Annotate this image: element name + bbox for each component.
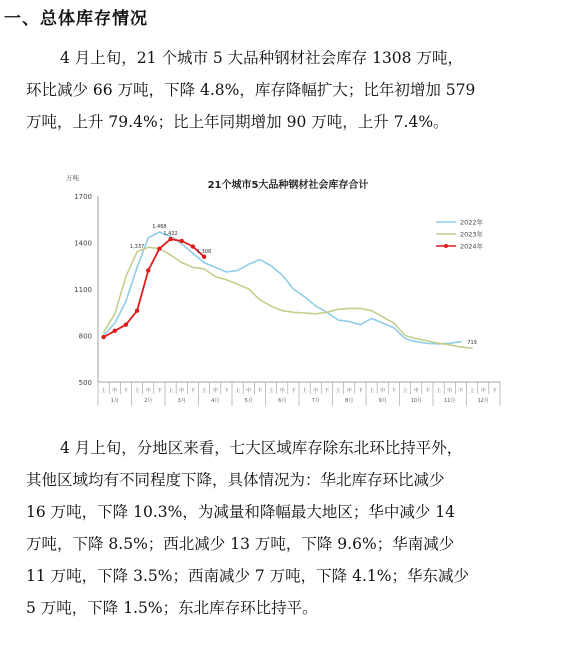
paragraph-line: 4 月上旬，分地区来看，七大区域库存除东北环比持平外， [60, 439, 463, 457]
legend-label: 2023年 [460, 230, 484, 239]
series-line [104, 247, 473, 348]
x-month-label: 5月 [244, 398, 253, 404]
series-point [168, 237, 172, 241]
x-tick-label: 下 [257, 388, 263, 394]
legend-label: 2024年 [460, 242, 484, 251]
x-tick-label: 上 [469, 388, 475, 394]
x-tick-label: 中 [313, 388, 319, 394]
paragraph-line: 其他区域均有不同程度下降，具体情况为：华北库存环比减少 [26, 471, 445, 489]
x-month-label: 12月 [477, 398, 489, 404]
x-tick-label: 中 [279, 388, 285, 394]
x-tick-label: 下 [491, 388, 497, 394]
x-tick-label: 下 [424, 388, 430, 394]
x-tick-label: 上 [335, 388, 341, 394]
series-point [191, 244, 195, 248]
y-tick-label: 1700 [74, 193, 92, 201]
series-point [146, 268, 150, 272]
chart-svg [58, 168, 518, 413]
y-tick-label: 500 [78, 379, 92, 387]
chart-legend [436, 218, 484, 251]
chart-axes [74, 193, 500, 406]
x-tick-label: 上 [134, 388, 140, 394]
x-tick-label: 下 [324, 388, 330, 394]
x-tick-label: 下 [123, 388, 129, 394]
series-line [104, 239, 205, 337]
x-tick-label: 中 [346, 388, 352, 394]
x-tick-label: 中 [480, 388, 486, 394]
data-label: 1,468 [152, 223, 167, 230]
x-tick-label: 下 [458, 388, 464, 394]
x-tick-label: 上 [201, 388, 207, 394]
x-month-label: 11月 [444, 398, 456, 404]
legend-marker [444, 244, 448, 248]
x-tick-label: 下 [223, 388, 229, 394]
x-tick-label: 中 [212, 388, 218, 394]
paragraph-line: 万吨，下降 8.5%；西北减少 13 万吨，下降 9.6%；华南减少 [26, 535, 455, 553]
paragraph-inventory-summary [26, 42, 556, 138]
x-tick-label: 上 [268, 388, 274, 394]
inventory-line-chart [58, 168, 518, 413]
series-point [157, 247, 161, 251]
series-point [202, 255, 206, 259]
x-tick-label: 中 [380, 388, 386, 394]
x-month-label: 8月 [345, 398, 354, 404]
y-axis-unit-label: 万吨 [66, 174, 79, 182]
x-tick-label: 上 [302, 388, 308, 394]
y-tick-label: 1100 [74, 286, 92, 294]
paragraph-line: 16 万吨，下降 10.3%，为减量和降幅最大地区；华中减少 14 [26, 503, 455, 521]
x-tick-label: 下 [156, 388, 162, 394]
x-tick-label: 中 [179, 388, 185, 394]
y-tick-label: 800 [78, 332, 92, 341]
x-month-label: 7月 [311, 398, 320, 404]
paragraph-line: 4 月上旬，21 个城市 5 大品种钢材社会库存 1308 万吨， [60, 49, 463, 67]
x-tick-label: 下 [357, 388, 363, 394]
x-tick-label: 上 [436, 388, 442, 394]
data-label: 1,308 [196, 248, 212, 255]
x-tick-label: 上 [369, 388, 375, 394]
series-point [135, 309, 139, 313]
x-tick-label: 下 [290, 388, 296, 394]
y-tick-label: 1400 [74, 239, 92, 248]
x-month-label: 2月 [144, 398, 153, 404]
legend-label: 2022年 [460, 218, 484, 227]
x-month-label: 3月 [177, 398, 186, 404]
x-month-label: 9月 [378, 398, 387, 404]
x-tick-label: 中 [413, 388, 419, 394]
x-tick-label: 中 [145, 388, 151, 394]
paragraph-line: 环比减少 66 万吨，下降 4.8%，库存降幅扩大；比年初增加 579 [26, 81, 476, 99]
x-month-label: 4月 [211, 398, 220, 404]
x-month-label: 10月 [410, 398, 422, 404]
series-point [180, 239, 184, 243]
series-point [124, 322, 128, 326]
x-tick-label: 下 [391, 388, 397, 394]
x-tick-label: 中 [246, 388, 252, 394]
data-label: 1,337 [129, 243, 145, 250]
x-tick-label: 上 [235, 388, 241, 394]
x-tick-label: 上 [101, 388, 107, 394]
series-point [113, 329, 117, 333]
x-month-label: 1月 [110, 398, 119, 404]
x-tick-label: 上 [168, 388, 174, 394]
x-tick-label: 上 [402, 388, 408, 394]
chart-title: 21个城市5大品种钢材社会库存合计 [207, 180, 369, 191]
paragraph-line: 11 万吨，下降 3.5%；西南减少 7 万吨，下降 4.1%；华东减少 [26, 567, 469, 585]
paragraph-regional-breakdown [26, 432, 556, 624]
x-tick-label: 下 [190, 388, 196, 394]
x-tick-label: 中 [447, 388, 453, 394]
x-month-label: 6月 [278, 398, 287, 404]
chart-series [101, 232, 472, 348]
data-label: 719 [467, 340, 477, 347]
x-tick-label: 中 [112, 388, 118, 394]
section-heading: 一、总体库存情况 [4, 9, 148, 29]
paragraph-line: 5 万吨，下降 1.5%；东北库存环比持平。 [26, 599, 318, 617]
data-label: 1,422 [163, 231, 178, 238]
series-point [101, 335, 105, 339]
paragraph-line: 万吨，上升 79.4%；比上年同期增加 90 万吨，上升 7.4%。 [26, 113, 449, 131]
